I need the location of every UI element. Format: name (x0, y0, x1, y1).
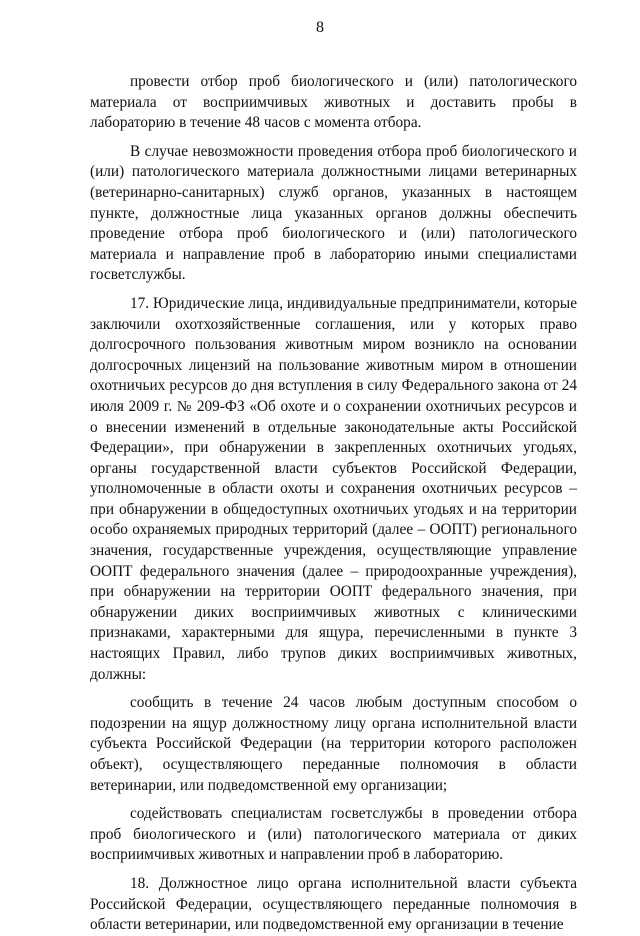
document-body (90, 72, 577, 936)
paragraph-item-17: 17. Юридические лица, индивидуальные предприниматели, которые заключили охотхозяйственные соглашения, или у которых право долгосрочного пользования животным миром возникло на основании долгосрочных лицензий на пользование животным миром в отношении охотничьих ресурсов до дня вступления в силу Федерального закона от 24 июля 2009 г. № 209-ФЗ «Об охоте и о сохранении охотничьих ресурсов и о внесении изменений в отдельные законодательные акты Российской Федерации», при обнаружении в закрепленных охотничьих угодьях, органы государственной власти субъектов Российской Федерации, уполномоченные в области охоты и сохранения охотничьих ресурсов – при обнаружении в общедоступных охотничьих угодьях и на территории особо охраняемых природных территорий (далее – ООПТ) регионального значения, государственные учреждения, осуществляющие управление ООПТ федерального значения (далее – природоохранные учреждения), при обнаружении на территории ООПТ федерального значения, при обнаружении диких восприимчивых животных с клиническими признаками, характерными для ящура, перечисленными в пункте 3 настоящих Правил, либо трупов диких восприимчивых животных, должны: (90, 294, 577, 683)
paragraph-report-suspicion: сообщить в течение 24 часов любым доступным способом о подозрении на ящур должностному лицу органа исполнительной власти субъекта Российской Федерации (на территории которого расположен объект), осуществляющего переданные полномочия в области ветеринарии, или подведомственной ему организации; (90, 694, 577, 794)
paragraph-sampling-alternative: В случае невозможности проведения отбора проб биологического и (или) патологического материала должностными лицами ветеринарных (ветеринарно-санитарных) служб органов, указанных в настоящем пункте, должностные лица указанных органов должны обеспечить проведение отбора проб биологического и (или) патологического материала и направление проб в лабораторию иными специалистами госветслужбы. (90, 142, 577, 284)
page-number: 8 (316, 19, 324, 36)
paragraph-item-18: 18. Должностное лицо органа исполнительной власти субъекта Российской Федерации, осуществляющего переданные полномочия в области ветеринарии, или подведомственной ему организации в течение (90, 874, 577, 934)
paragraph-assist-specialists: содействовать специалистам госветслужбы в проведении отбора проб биологического и (или) патологического материала от диких восприимчивых животных и направлении проб в лабораторию. (90, 805, 577, 864)
paragraph-sampling-deadline: провести отбор проб биологического и (или) патологического материала от восприимчивых животных и доставить пробы в лабораторию в течение 48 часов с момента отбора. (90, 73, 577, 132)
